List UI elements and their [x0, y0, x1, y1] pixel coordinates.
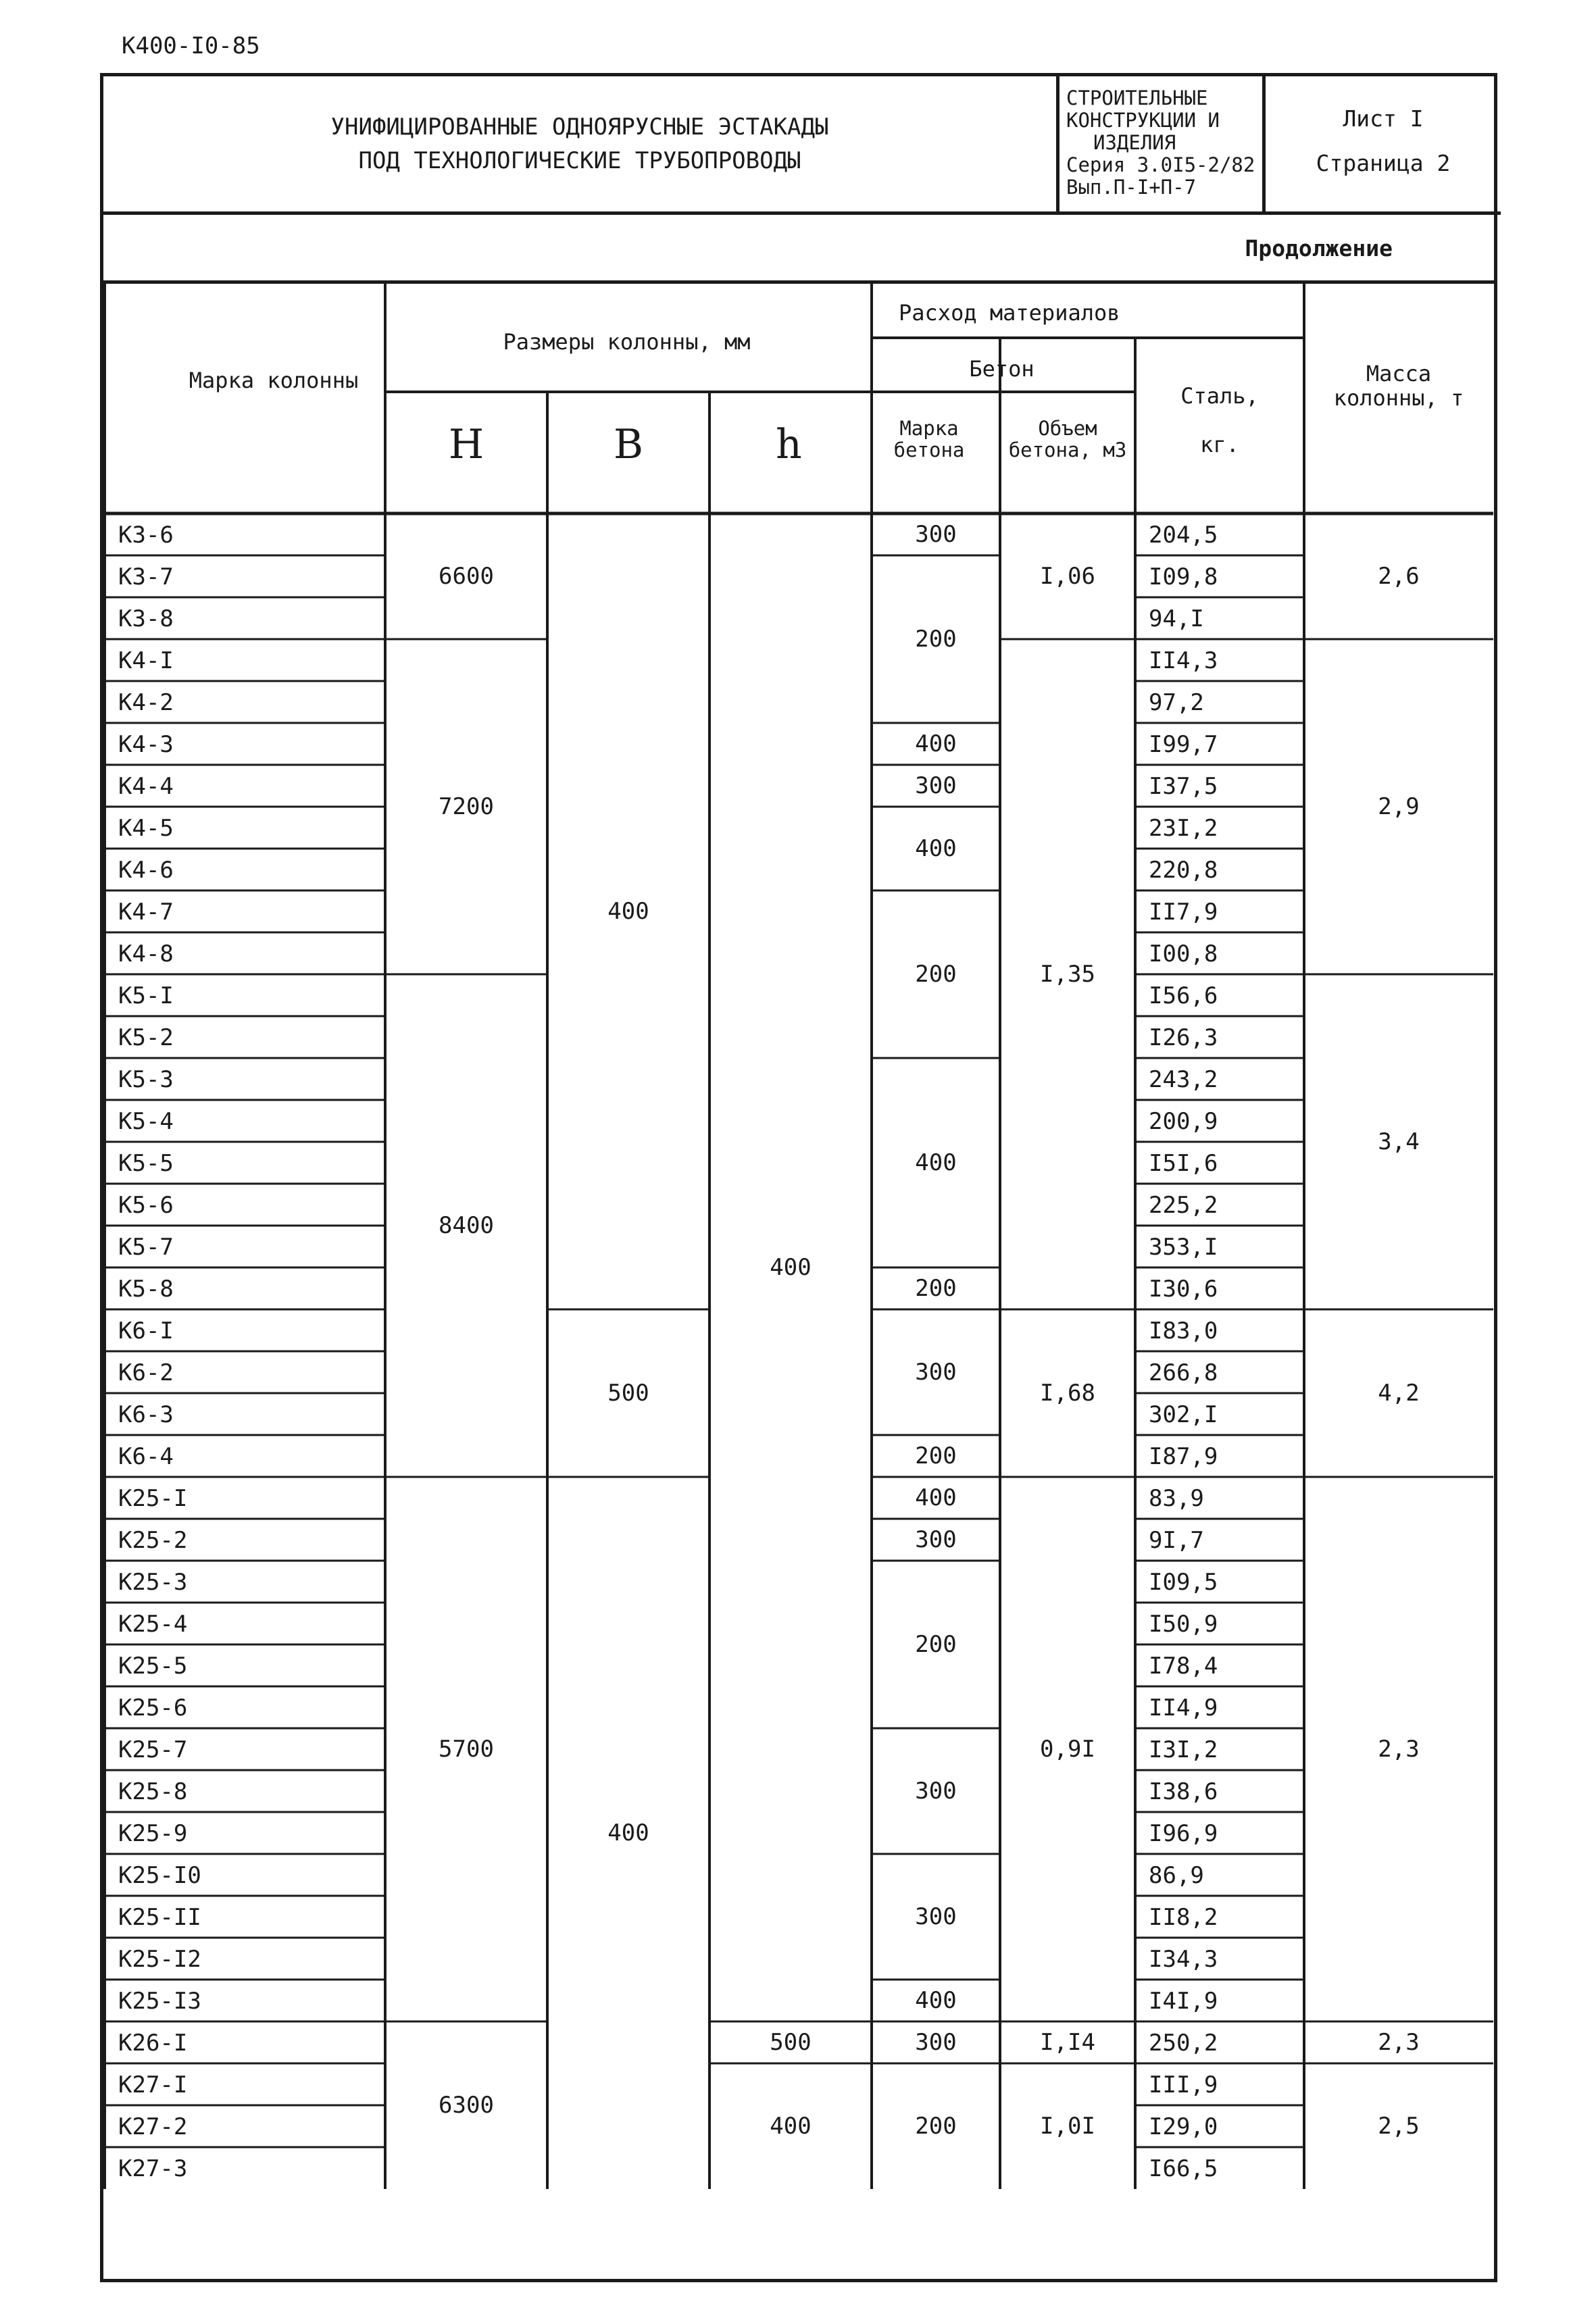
mark-cell: К6-I [118, 1317, 174, 1344]
steel-cell: 353,I [1149, 1234, 1218, 1261]
steel-cell: I3I,2 [1149, 1736, 1218, 1763]
height-cell: 7200 [439, 793, 494, 820]
concrete-grade-cell: 400 [915, 1149, 957, 1176]
col-header-steel-unit: кг. [1200, 432, 1239, 457]
steel-cell: 302,I [1149, 1401, 1218, 1428]
mark-cell: К25-I [118, 1485, 188, 1512]
col-header-concrete: Бетон [969, 356, 1034, 382]
mark-cell: К25-I0 [118, 1862, 201, 1889]
mark-cell: К25-7 [118, 1736, 188, 1763]
steel-cell: I5I,6 [1149, 1150, 1218, 1177]
mark-cell: К25-I2 [118, 1946, 201, 1973]
continuation-label: Продолжение [1245, 235, 1393, 261]
mark-cell: К27-I [118, 2071, 188, 2098]
concrete-grade-cell: 300 [915, 2029, 957, 2056]
steel-cell: I09,5 [1149, 1569, 1218, 1596]
steel-cell: I99,7 [1149, 731, 1218, 758]
steel-cell: 86,9 [1149, 1862, 1204, 1889]
steel-cell: 200,9 [1149, 1108, 1218, 1135]
col-header-steel: Сталь, [1180, 383, 1259, 409]
mark-cell: К5-7 [118, 1234, 174, 1261]
steel-cell: 97,2 [1149, 689, 1204, 716]
col-header-concrete-grade: Марка бетона [893, 417, 965, 461]
series-line-3: ИЗДЕЛИЯ [1093, 131, 1176, 154]
steel-cell: I66,5 [1149, 2155, 1218, 2182]
steel-cell: 220,8 [1149, 857, 1218, 884]
series-line-2: КОНСТРУКЦИИ И [1066, 109, 1220, 132]
steel-cell: 94,I [1149, 605, 1204, 632]
col-header-dimensions: Размеры колонны, мм [503, 329, 751, 355]
steel-cell: II8,2 [1149, 1904, 1218, 1931]
mark-cell: К25-9 [118, 1820, 188, 1847]
mark-cell: К4-4 [118, 773, 174, 800]
steel-cell: I38,6 [1149, 1778, 1218, 1805]
mark-cell: К27-2 [118, 2113, 188, 2140]
steel-cell: I09,8 [1149, 563, 1218, 590]
mark-cell: К25-I3 [118, 1988, 201, 2015]
steel-cell: 225,2 [1149, 1192, 1218, 1219]
mark-cell: К5-I [118, 982, 174, 1009]
steel-cell: 83,9 [1149, 1485, 1204, 1512]
mark-cell: К25-5 [118, 1653, 188, 1680]
mark-cell: К4-I [118, 647, 174, 674]
steel-cell: I4I,9 [1149, 1988, 1218, 2015]
concrete-grade-cell: 200 [915, 1631, 957, 1658]
steel-cell: II7,9 [1149, 899, 1218, 926]
steel-cell: I83,0 [1149, 1317, 1218, 1344]
mark-cell: К4-5 [118, 815, 174, 842]
concrete-grade-cell: 400 [915, 1987, 957, 2014]
concrete-volume-cell: I,I4 [1040, 2029, 1095, 2056]
concrete-grade-cell: 200 [915, 1275, 957, 1302]
concrete-grade-cell: 200 [915, 961, 957, 988]
mark-cell: К3-7 [118, 563, 174, 590]
steel-cell: II4,9 [1149, 1694, 1218, 1721]
steel-cell: 250,2 [1149, 2030, 1218, 2057]
concrete-volume-cell: I,35 [1040, 961, 1095, 988]
depth-h-cell: 500 [770, 2029, 812, 2056]
col-header-mass: Масса колонны, т [1333, 361, 1464, 411]
concrete-grade-cell: 400 [915, 1484, 957, 1511]
steel-cell: I26,3 [1149, 1024, 1218, 1051]
concrete-grade-cell: 300 [915, 772, 957, 799]
col-header-mark: Марка колонны [189, 368, 359, 393]
steel-cell: I30,6 [1149, 1276, 1218, 1303]
mark-cell: К4-2 [118, 689, 174, 716]
width-B-cell: 400 [607, 1819, 649, 1846]
mark-cell: К5-6 [118, 1192, 174, 1219]
mark-cell: К25-2 [118, 1527, 188, 1554]
mark-cell: К25-3 [118, 1569, 188, 1596]
mass-cell: 2,6 [1378, 563, 1420, 590]
series-line-1: СТРОИТЕЛЬНЫЕ [1066, 86, 1208, 109]
mark-cell: К5-2 [118, 1024, 174, 1051]
mark-cell: К3-8 [118, 605, 174, 632]
mark-cell: К6-2 [118, 1359, 174, 1386]
depth-h-cell: 400 [770, 1254, 812, 1281]
width-B-cell: 500 [607, 1380, 649, 1407]
mass-cell: 2,9 [1378, 793, 1420, 820]
mark-cell: К5-4 [118, 1108, 174, 1135]
mass-cell: 3,4 [1378, 1128, 1420, 1155]
steel-cell: I96,9 [1149, 1820, 1218, 1847]
concrete-grade-cell: 300 [915, 1359, 957, 1386]
mark-cell: К26-I [118, 2030, 188, 2057]
document-code: К400-I0-85 [122, 32, 260, 59]
concrete-grade-cell: 200 [915, 2113, 957, 2140]
mark-cell: К6-4 [118, 1443, 174, 1470]
steel-cell: I37,5 [1149, 773, 1218, 800]
steel-cell: I50,9 [1149, 1611, 1218, 1638]
col-header-H: Н [448, 421, 484, 468]
steel-cell: II4,3 [1149, 647, 1218, 674]
mark-cell: К4-3 [118, 731, 174, 758]
steel-cell: I78,4 [1149, 1653, 1218, 1680]
sheet-number: Лист I [1343, 105, 1424, 132]
mark-cell: К4-8 [118, 940, 174, 967]
concrete-grade-cell: 400 [915, 835, 957, 862]
mark-cell: К25-6 [118, 1694, 188, 1721]
mark-cell: К5-3 [118, 1066, 174, 1093]
concrete-volume-cell: I,06 [1040, 563, 1095, 590]
height-cell: 6300 [439, 2092, 494, 2119]
mass-cell: 2,3 [1378, 2029, 1420, 2056]
width-B-cell: 400 [607, 898, 649, 925]
steel-cell: I29,0 [1149, 2113, 1218, 2140]
concrete-grade-cell: 200 [915, 626, 957, 653]
mark-cell: К27-3 [118, 2155, 188, 2182]
mark-cell: К4-6 [118, 857, 174, 884]
page-number: Страница 2 [1316, 150, 1451, 176]
steel-cell: 204,5 [1149, 522, 1218, 549]
series-line-5: Вып.П-I+П-7 [1066, 176, 1197, 199]
mass-cell: 4,2 [1378, 1380, 1420, 1407]
steel-cell: 243,2 [1149, 1066, 1218, 1093]
steel-cell: I87,9 [1149, 1443, 1218, 1470]
steel-cell: 23I,2 [1149, 815, 1218, 842]
title-line-2: ПОД ТЕХНОЛОГИЧЕСКИЕ ТРУБОПРОВОДЫ [358, 147, 801, 174]
concrete-grade-cell: 400 [915, 730, 957, 757]
steel-cell: 266,8 [1149, 1359, 1218, 1386]
concrete-volume-cell: 0,9I [1040, 1736, 1095, 1763]
concrete-grade-cell: 300 [915, 1903, 957, 1930]
mass-cell: 2,5 [1378, 2113, 1420, 2140]
mark-cell: К5-8 [118, 1276, 174, 1303]
steel-cell: 9I,7 [1149, 1527, 1204, 1554]
depth-h-cell: 400 [770, 2113, 812, 2140]
mark-cell: К4-7 [118, 899, 174, 926]
col-header-B: В [613, 421, 644, 468]
mark-cell: К3-6 [118, 522, 174, 549]
mass-cell: 2,3 [1378, 1736, 1420, 1763]
concrete-grade-cell: 200 [915, 1442, 957, 1469]
title-line-1: УНИФИЦИРОВАННЫЕ ОДНОЯРУСНЫЕ ЭСТАКАДЫ [330, 114, 829, 141]
mark-cell: К5-5 [118, 1150, 174, 1177]
col-header-materials: Расход материалов [899, 300, 1120, 326]
concrete-grade-cell: 300 [915, 1778, 957, 1805]
height-cell: 8400 [439, 1212, 494, 1239]
mark-cell: К25-4 [118, 1611, 188, 1638]
height-cell: 5700 [439, 1736, 494, 1763]
series-line-4: Серия 3.0I5-2/82 [1066, 153, 1255, 176]
col-header-h: h [776, 421, 802, 468]
col-header-concrete-volume: Объем бетона, м3 [1008, 417, 1127, 461]
mark-cell: К25-II [118, 1904, 201, 1931]
steel-cell: I00,8 [1149, 940, 1218, 967]
mark-cell: К6-3 [118, 1401, 174, 1428]
concrete-grade-cell: 300 [915, 1526, 957, 1553]
steel-cell: III,9 [1149, 2071, 1218, 2098]
concrete-volume-cell: I,68 [1040, 1380, 1095, 1407]
steel-cell: I56,6 [1149, 982, 1218, 1009]
concrete-grade-cell: 300 [915, 521, 957, 548]
mark-cell: К25-8 [118, 1778, 188, 1805]
concrete-volume-cell: I,0I [1040, 2113, 1095, 2140]
steel-cell: I34,3 [1149, 1946, 1218, 1973]
height-cell: 6600 [439, 563, 494, 590]
